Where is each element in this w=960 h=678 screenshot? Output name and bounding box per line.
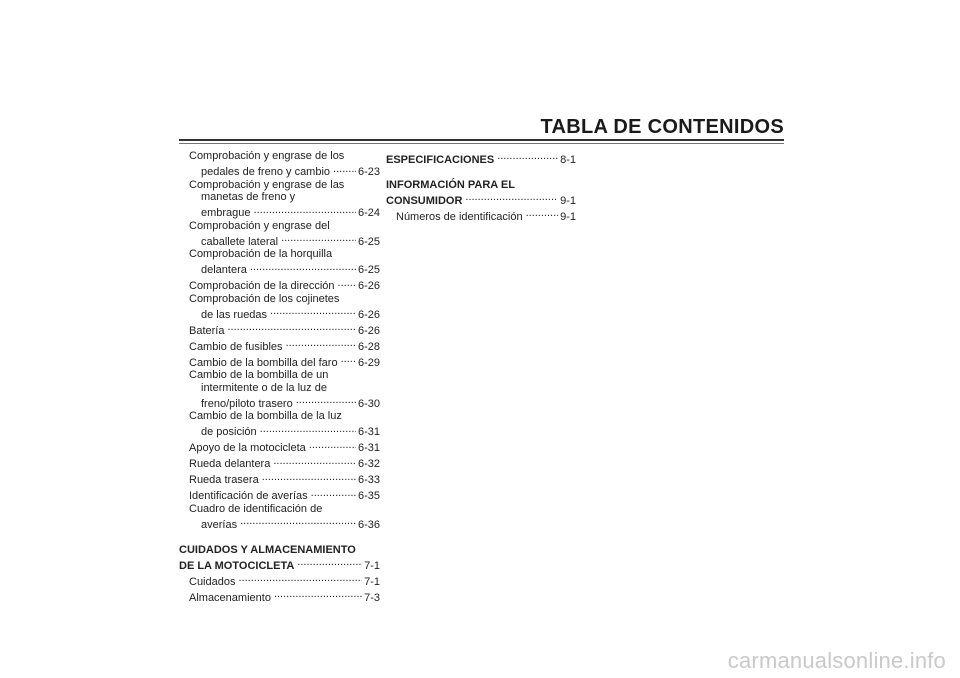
toc-entry[interactable] bbox=[179, 423, 380, 439]
toc-column-right bbox=[386, 150, 576, 223]
toc-page-number: 6-25 bbox=[357, 235, 380, 248]
toc-entry[interactable] bbox=[179, 588, 380, 604]
toc-entry-text bbox=[179, 503, 380, 516]
toc-entry-title: INFORMACIÓN PARA EL bbox=[386, 178, 515, 191]
toc-dot-leader bbox=[341, 353, 356, 366]
toc-dot-leader bbox=[338, 277, 356, 290]
toc-entry[interactable] bbox=[179, 572, 380, 588]
toc-entry[interactable] bbox=[179, 556, 380, 572]
toc-page-number: 6-25 bbox=[357, 264, 380, 276]
toc-entry[interactable] bbox=[179, 204, 380, 220]
toc-page-number: 7-1 bbox=[364, 559, 380, 572]
toc-dot-leader bbox=[240, 515, 356, 528]
toc-entry-title: Números de identificación bbox=[396, 210, 523, 223]
toc-entry[interactable] bbox=[179, 261, 380, 277]
toc-column-left bbox=[179, 150, 380, 604]
toc-entry-title: ESPECIFICACIONES bbox=[386, 153, 495, 166]
toc-entry[interactable] bbox=[179, 337, 380, 353]
toc-dot-leader bbox=[465, 191, 558, 204]
toc-dot-leader bbox=[238, 572, 362, 585]
toc-entry-title: Identificación de averías bbox=[189, 490, 308, 502]
toc-page-number: 6-23 bbox=[357, 166, 380, 178]
toc-entry-title: pedales de freno y cambio bbox=[201, 166, 331, 178]
toc-entry[interactable] bbox=[386, 150, 576, 166]
watermark: carmanualsonline.info bbox=[727, 648, 946, 673]
toc-entry[interactable] bbox=[179, 515, 380, 531]
title-rule-thin bbox=[179, 143, 784, 144]
toc-entry-title: Comprobación y engrase del bbox=[189, 219, 330, 232]
toc-entry-title: Cambio de la bombilla de un bbox=[189, 369, 329, 381]
toc-page-number: 6-26 bbox=[357, 324, 380, 337]
toc-page-number: 6-30 bbox=[357, 397, 380, 410]
toc-entry[interactable] bbox=[179, 321, 380, 337]
toc-entry-text bbox=[179, 179, 380, 192]
toc-entry-title: averías bbox=[201, 518, 238, 531]
toc-dot-leader bbox=[286, 337, 356, 350]
toc-dot-leader bbox=[274, 588, 362, 601]
toc-entry-title: embrague bbox=[201, 207, 251, 219]
toc-page-number: 6-32 bbox=[357, 458, 380, 470]
toc-entry[interactable] bbox=[179, 232, 380, 248]
toc-dot-leader bbox=[296, 394, 356, 407]
toc-page-number: 6-24 bbox=[357, 207, 380, 219]
toc-dot-leader bbox=[227, 321, 356, 334]
toc-page-number: 6-36 bbox=[357, 518, 380, 531]
toc-dot-leader bbox=[260, 423, 356, 436]
toc-entry-title: Cuidados bbox=[189, 575, 236, 588]
toc-page-number: 7-1 bbox=[364, 575, 380, 588]
toc-page-number: 9-1 bbox=[560, 210, 576, 223]
title-rule bbox=[179, 139, 784, 141]
toc-entry-title: Comprobación y engrase de los bbox=[189, 150, 345, 162]
toc-page-number: 6-29 bbox=[357, 356, 380, 369]
toc-entry-title: freno/piloto trasero bbox=[201, 397, 293, 410]
toc-page-number: 9-1 bbox=[560, 194, 576, 207]
page-title: TABLA DE CONTENIDOS bbox=[540, 116, 784, 138]
toc-dot-leader bbox=[250, 261, 356, 274]
toc-spacer bbox=[386, 166, 576, 179]
toc-page-number: 6-28 bbox=[357, 340, 380, 353]
toc-entry-title: de posición bbox=[201, 426, 257, 438]
toc-entry-title: CONSUMIDOR bbox=[386, 194, 463, 207]
toc-entry-title: Batería bbox=[189, 324, 225, 337]
toc-entry[interactable] bbox=[179, 471, 380, 487]
toc-entry-title: delantera bbox=[201, 264, 247, 276]
toc-entry-title: caballete lateral bbox=[201, 235, 279, 248]
toc-entry[interactable] bbox=[386, 207, 576, 223]
toc-entry-title: Cambio de la bombilla del faro bbox=[189, 356, 338, 369]
toc-page-number: 8-1 bbox=[560, 153, 576, 166]
toc-page-number: 6-35 bbox=[357, 490, 380, 502]
toc-dot-leader bbox=[262, 471, 356, 484]
toc-entry-title: intermitente o de la luz de bbox=[201, 381, 327, 394]
toc-entry-title: CUIDADOS Y ALMACENAMIENTO bbox=[179, 543, 356, 556]
toc-entry-title: manetas de freno y bbox=[201, 191, 296, 203]
toc-page-number: 6-26 bbox=[357, 280, 380, 292]
toc-entry[interactable] bbox=[179, 277, 380, 293]
toc-entry[interactable] bbox=[179, 439, 380, 455]
toc-dot-leader bbox=[333, 163, 356, 176]
toc-dot-leader bbox=[526, 207, 559, 220]
toc-page-number: 6-31 bbox=[357, 426, 380, 438]
toc-dot-leader bbox=[311, 487, 356, 500]
toc-entry-title: Cambio de fusibles bbox=[189, 340, 283, 353]
toc-entry-text bbox=[179, 150, 380, 163]
toc-entry[interactable] bbox=[179, 353, 380, 369]
toc-entry-text bbox=[179, 248, 380, 261]
toc-dot-leader bbox=[281, 232, 356, 245]
toc-entry-title: Comprobación de la horquilla bbox=[189, 248, 333, 260]
toc-entry[interactable] bbox=[179, 394, 380, 410]
toc-entry-text bbox=[179, 369, 380, 382]
toc-dot-leader bbox=[273, 455, 356, 468]
toc-entry-text bbox=[179, 220, 380, 233]
toc-entry-text bbox=[179, 544, 380, 557]
toc-entry[interactable] bbox=[179, 455, 380, 471]
toc-entry[interactable] bbox=[179, 305, 380, 321]
toc-page-number: 7-3 bbox=[364, 591, 380, 604]
toc-entry-title: Comprobación y engrase de las bbox=[189, 178, 345, 191]
toc-entry-title: Cuadro de identificación de bbox=[189, 502, 323, 515]
toc-dot-leader bbox=[254, 204, 356, 217]
toc-entry[interactable] bbox=[386, 191, 576, 207]
toc-page-number: 6-26 bbox=[357, 308, 380, 321]
toc-dot-leader bbox=[497, 150, 558, 163]
toc-entry[interactable] bbox=[179, 163, 380, 179]
toc-entry-title: Comprobación de la dirección bbox=[189, 280, 335, 292]
toc-entry-text bbox=[179, 382, 380, 395]
toc-entry-title: Apoyo de la motocicleta bbox=[189, 442, 306, 454]
toc-entry-title: Cambio de la bombilla de la luz bbox=[189, 410, 342, 422]
toc-entry-title: Comprobación de los cojinetes bbox=[189, 292, 340, 305]
toc-entry[interactable] bbox=[179, 487, 380, 503]
toc-dot-leader bbox=[270, 305, 356, 318]
toc-entry-title: Almacenamiento bbox=[189, 591, 271, 604]
toc-page-number: 6-31 bbox=[357, 442, 380, 454]
toc-dot-leader bbox=[297, 556, 362, 569]
toc-dot-leader bbox=[309, 439, 356, 452]
toc-page-number: 6-33 bbox=[357, 474, 380, 486]
toc-entry-text bbox=[179, 410, 380, 423]
toc-entry-text bbox=[179, 191, 380, 204]
toc-spacer bbox=[179, 531, 380, 544]
toc-entry-text bbox=[179, 293, 380, 306]
toc-entry-title: Rueda trasera bbox=[189, 474, 259, 486]
toc-entry-title: Rueda delantera bbox=[189, 458, 271, 470]
toc-entry-title: de las ruedas bbox=[201, 308, 268, 321]
toc-entry-text bbox=[386, 179, 576, 192]
toc-entry-title: DE LA MOTOCICLETA bbox=[179, 559, 295, 572]
